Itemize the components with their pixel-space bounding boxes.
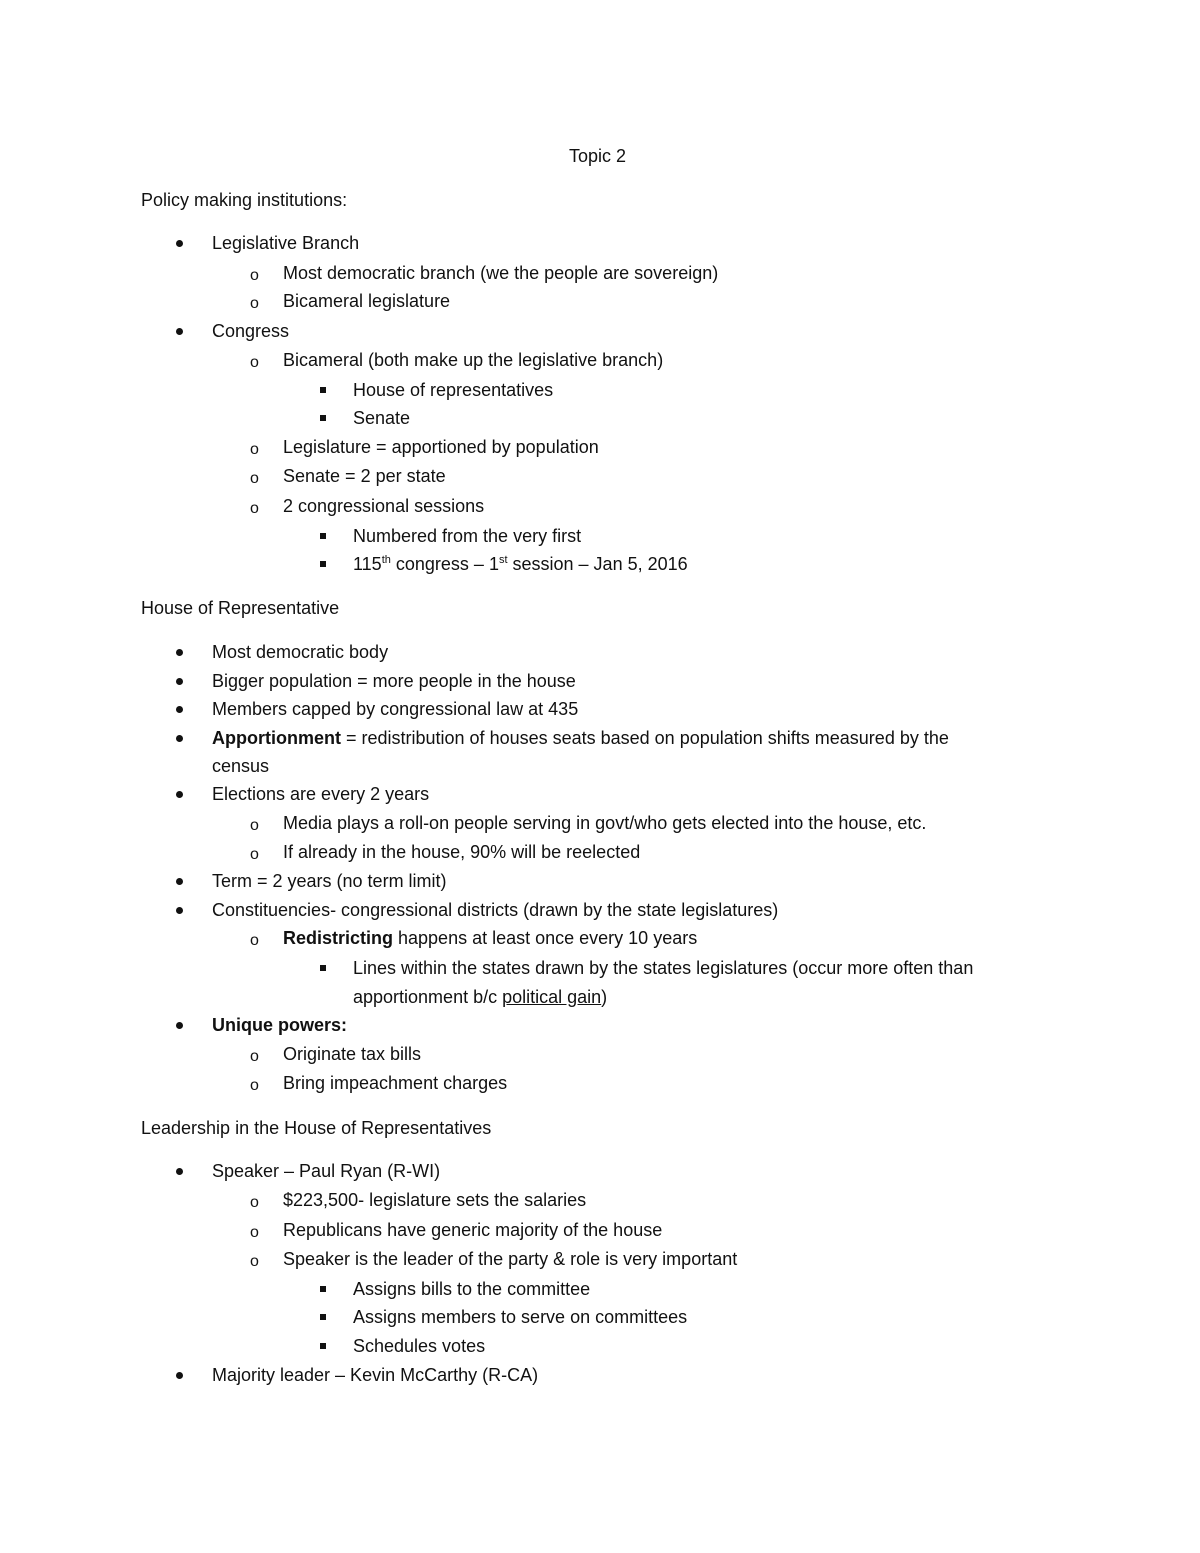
list-item: o $223,500- legislature sets the salaries: [250, 1190, 587, 1211]
circle-bullet-icon: o: [250, 1077, 259, 1094]
page-title: Topic 2: [568, 146, 627, 166]
section-heading-leadership: Leadership in the House of Representatives: [141, 1118, 492, 1138]
bullet-icon: [176, 328, 183, 335]
list-item: Schedules votes: [353, 1334, 485, 1358]
list-item: o Republicans have generic majority of the house: [250, 1220, 663, 1241]
square-bullet-icon: [320, 1286, 326, 1292]
list-item: Constituencies- congressional districts (drawn by the state legislatures): [212, 898, 778, 922]
bullet-icon: [176, 735, 183, 742]
bullet-icon: [176, 706, 183, 713]
square-bullet-icon: [320, 561, 326, 567]
bullet-icon: [176, 678, 183, 685]
bullet-icon: [176, 649, 183, 656]
list-item-continuation: apportionment b/c political gain): [353, 987, 608, 1007]
list-item: Speaker – Paul Ryan (R-WI): [212, 1159, 440, 1183]
bullet-icon: [176, 240, 183, 247]
list-item: Apportionment = redistribution of houses seats based on population shifts measured by the: [212, 726, 949, 750]
bullet-icon: [176, 1022, 183, 1029]
list-item: Most democratic body: [212, 640, 388, 664]
list-item: 115th congress – 1st session – Jan 5, 2016: [353, 552, 688, 576]
list-item: House of representatives: [353, 378, 553, 402]
circle-bullet-icon: o: [250, 354, 259, 371]
circle-bullet-icon: o: [250, 846, 259, 863]
section-heading-house: House of Representative: [141, 598, 340, 618]
bullet-icon: [176, 791, 183, 798]
bullet-icon: [176, 878, 183, 885]
circle-bullet-icon: o: [250, 1194, 259, 1211]
circle-bullet-icon: o: [250, 932, 259, 949]
bullet-icon: [176, 907, 183, 914]
bullet-icon: [176, 1168, 183, 1175]
circle-bullet-icon: o: [250, 817, 259, 834]
list-item: Lines within the states drawn by the states legislatures (occur more often than: [353, 956, 973, 980]
list-item: o Bicameral legislature: [250, 291, 451, 312]
list-item: o Redistricting happens at least once every 10 years: [250, 928, 698, 949]
circle-bullet-icon: o: [250, 1253, 259, 1270]
list-item: Senate: [353, 406, 410, 430]
bullet-icon: [176, 1372, 183, 1379]
list-item: o Speaker is the leader of the party & role is very important: [250, 1249, 738, 1270]
list-item: Legislative Branch: [212, 231, 359, 255]
list-item: o Bring impeachment charges: [250, 1073, 508, 1094]
list-item-continuation: census: [212, 756, 270, 776]
list-item: o Media plays a roll-on people serving in govt/who gets elected into the house, etc.: [250, 813, 927, 834]
circle-bullet-icon: o: [250, 441, 259, 458]
list-item: o 2 congressional sessions: [250, 496, 485, 517]
circle-bullet-icon: o: [250, 470, 259, 487]
list-item: Congress: [212, 319, 289, 343]
list-item: o If already in the house, 90% will be reelected: [250, 842, 641, 863]
square-bullet-icon: [320, 387, 326, 393]
list-item: Members capped by congressional law at 435: [212, 697, 578, 721]
circle-bullet-icon: o: [250, 267, 259, 284]
list-item: o Originate tax bills: [250, 1044, 422, 1065]
list-item: Assigns bills to the committee: [353, 1277, 590, 1301]
list-item: Elections are every 2 years: [212, 782, 429, 806]
list-item: Numbered from the very first: [353, 524, 581, 548]
list-item: o Bicameral (both make up the legislative branch): [250, 350, 664, 371]
list-item: o Senate = 2 per state: [250, 466, 446, 487]
square-bullet-icon: [320, 1314, 326, 1320]
list-item: Majority leader – Kevin McCarthy (R-CA): [212, 1363, 538, 1387]
list-item: o Legislature = apportioned by population: [250, 437, 599, 458]
underlined-text: political gain: [502, 987, 602, 1007]
square-bullet-icon: [320, 415, 326, 421]
circle-bullet-icon: o: [250, 295, 259, 312]
circle-bullet-icon: o: [250, 500, 259, 517]
square-bullet-icon: [320, 533, 326, 539]
circle-bullet-icon: o: [250, 1224, 259, 1241]
section-heading-policy: Policy making institutions:: [141, 190, 348, 210]
list-item: Unique powers:: [212, 1013, 347, 1037]
list-item: Assigns members to serve on committees: [353, 1305, 687, 1329]
circle-bullet-icon: o: [250, 1048, 259, 1065]
list-item: o Most democratic branch (we the people are sovereign): [250, 263, 719, 284]
list-item: Bigger population = more people in the house: [212, 669, 576, 693]
list-item: Term = 2 years (no term limit): [212, 869, 447, 893]
square-bullet-icon: [320, 1343, 326, 1349]
square-bullet-icon: [320, 965, 326, 971]
